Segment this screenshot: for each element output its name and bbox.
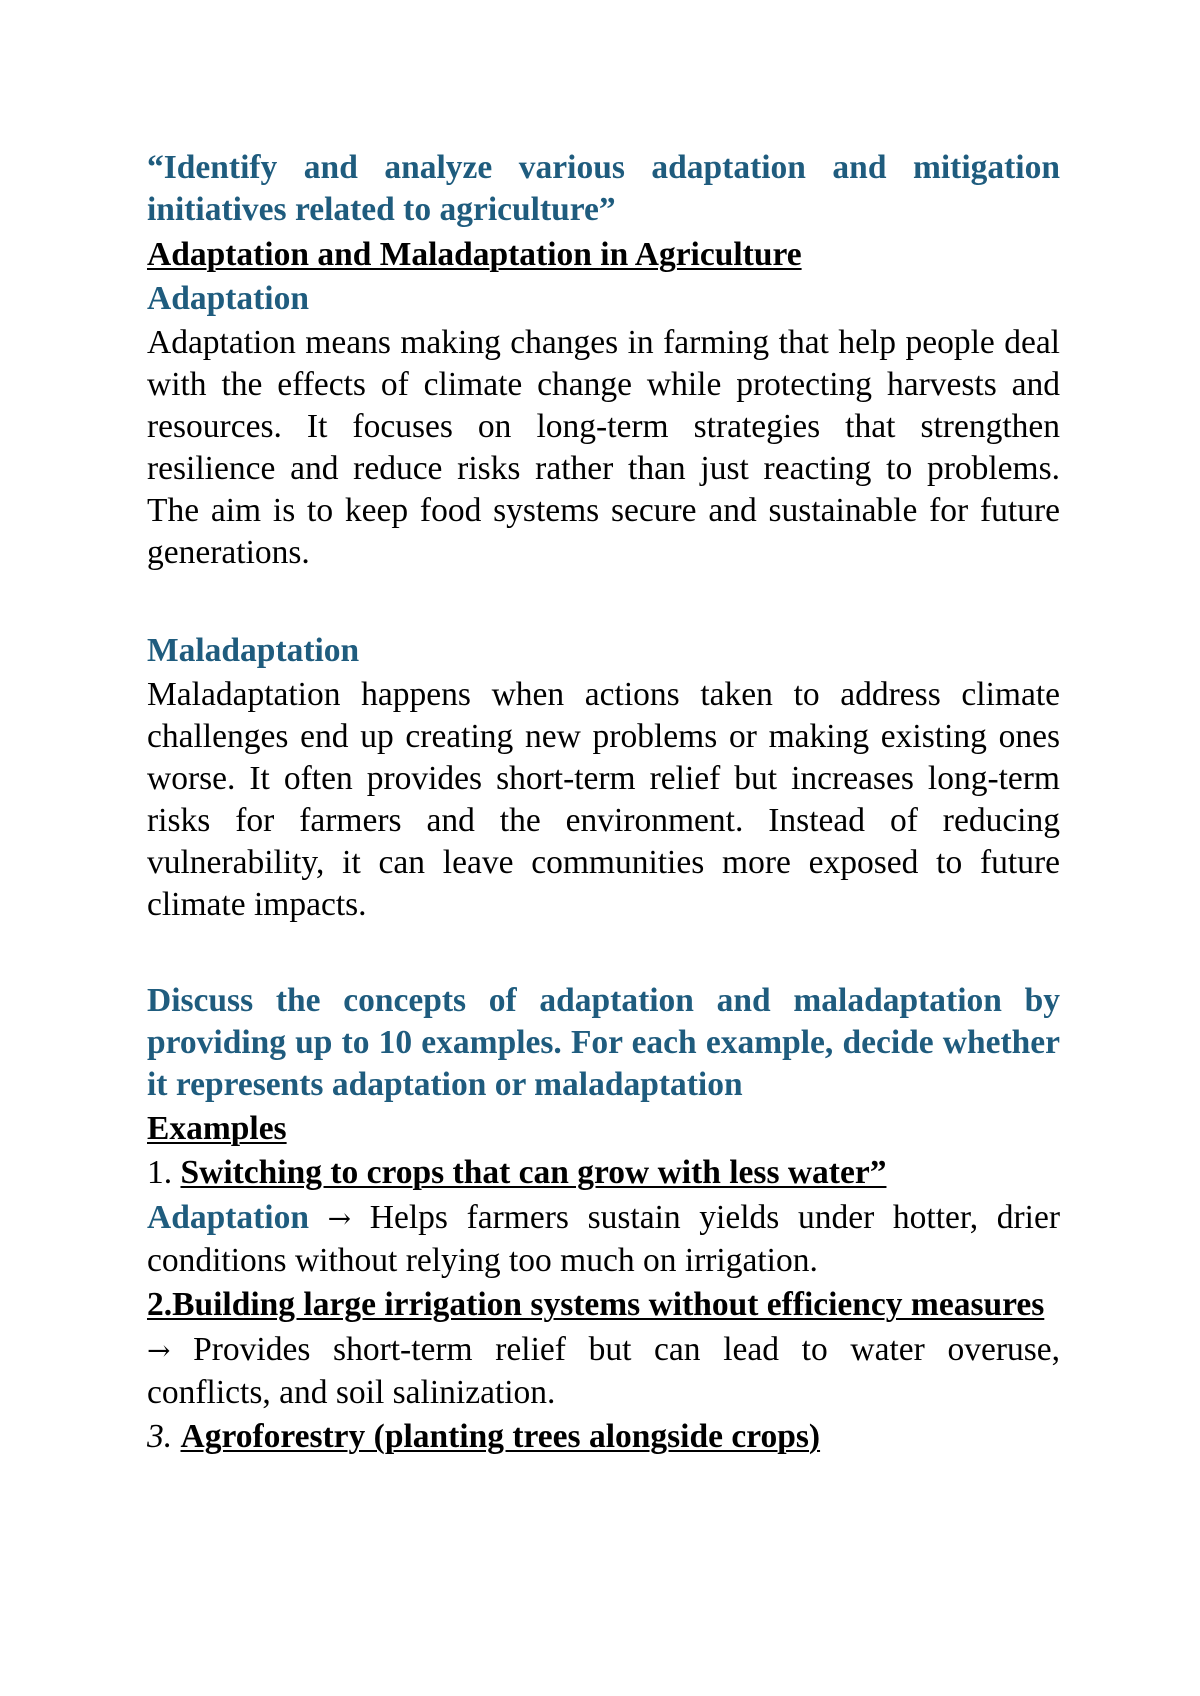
example-2-title: 2.Building large irrigation systems without efficiency measures [147, 1286, 1045, 1323]
example-3-title: Agroforestry (planting trees alongside crops) [180, 1418, 821, 1455]
example-1-explanation: Helps farmers sustain yields under hotter, drier conditions without relying too much on irrigation. [147, 1199, 1061, 1279]
right-arrow-icon: → [147, 1334, 171, 1367]
example-3 [147, 1416, 1060, 1458]
example-1-body [147, 1197, 1060, 1282]
maladaptation-heading: Maladaptation [147, 632, 360, 669]
example-1-title: Switching to crops that can grow with less water” [180, 1154, 887, 1191]
example-1-number: 1. [147, 1154, 173, 1191]
right-arrow-icon: → [327, 1202, 352, 1235]
spacer [147, 926, 1060, 980]
example-3-number: 3. [147, 1418, 173, 1455]
examples-heading: Examples [147, 1110, 287, 1147]
example-2-explanation: Provides short-term relief but can lead to water overuse, conflicts, and soil salinization. [147, 1331, 1061, 1411]
discussion-prompt: Discuss the concepts of adaptation and maladaptation by providing up to 10 examples. For each example, decide whether it represents adaptation or maladaptation [147, 982, 1060, 1103]
example-3-title-line [147, 1416, 1060, 1458]
main-heading: Adaptation and Maladaptation in Agriculture [147, 236, 802, 273]
example-1-title-line [147, 1152, 1060, 1194]
adaptation-body: Adaptation means making changes in farming that help people deal with the effects of climate change while protecting harvests and resources. It focuses on long-term strategies that strengthen resilience and reduce risks rather than just reacting to problems. The aim is to keep food systems secure and sustainable for future generations. [147, 324, 1060, 571]
example-2 [147, 1284, 1060, 1414]
spacer [147, 574, 1060, 628]
example-1-label: Adaptation [147, 1199, 309, 1236]
document-title: “Identify and analyze various adaptation and mitigation initiatives related to agriculture” [147, 149, 1060, 228]
adaptation-heading: Adaptation [147, 280, 309, 317]
example-2-body [147, 1329, 1060, 1414]
document-page [147, 147, 1060, 1461]
example-1 [147, 1152, 1060, 1282]
maladaptation-body: Maladaptation happens when actions taken to address climate challenges end up creating new problems or making existing ones worse. It often provides short-term relief but increases long-term risks for farmers and the environment. Instead of reducing vulnerability, it can leave communities more exposed to future climate impacts. [147, 676, 1060, 923]
